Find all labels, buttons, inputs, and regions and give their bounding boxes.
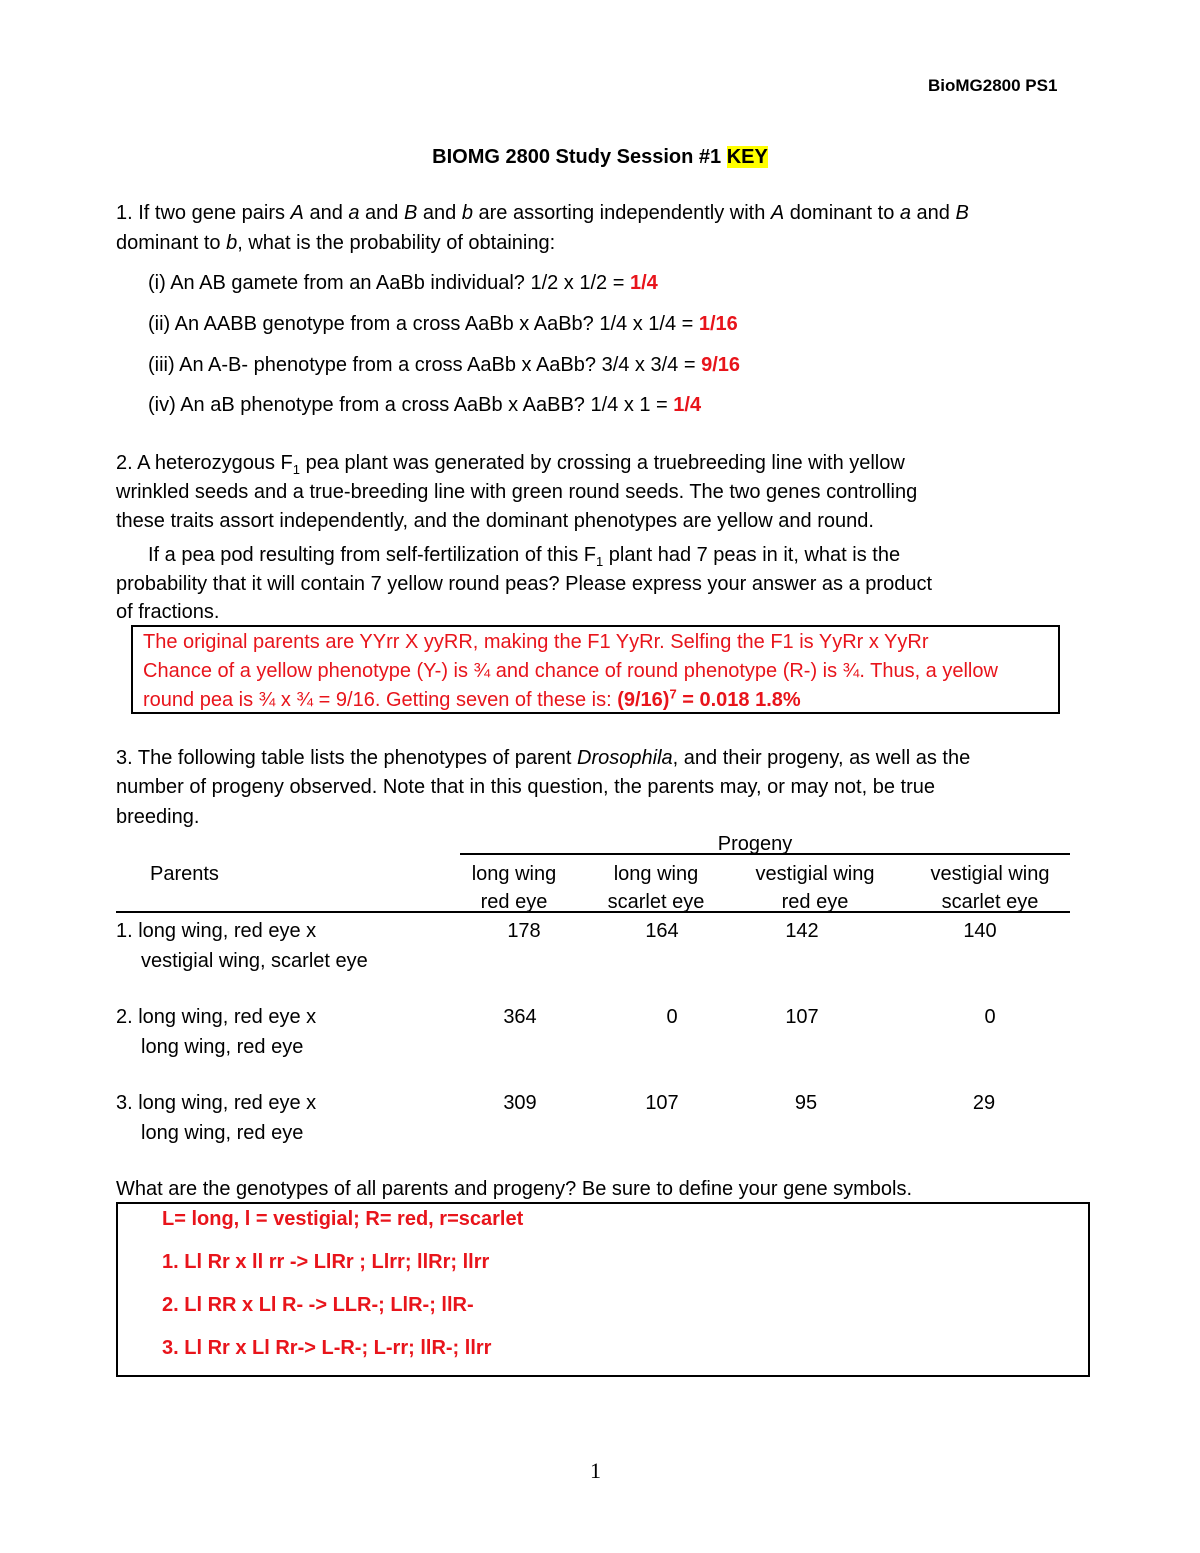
table-row3-val2: 107 <box>645 1092 679 1114</box>
q2-line1 <box>116 452 905 475</box>
table-row1-parent-line2: vestigial wing, scarlet eye <box>141 950 368 972</box>
q1-part-iv-question: (iv) An aB phenotype from a cross AaBb x AaBB? 1/4 x 1 = <box>148 394 674 416</box>
table-row3-val3: 95 <box>794 1092 818 1114</box>
table-header-rule <box>116 911 1070 913</box>
table-row2-parent-line2: long wing, red eye <box>141 1036 304 1058</box>
q2-line3: these traits assort independently, and the dominant phenotypes are yellow and round. <box>116 510 874 532</box>
q2-line4-b: plant had 7 peas in it, what is the <box>603 544 901 566</box>
table-row2-val1: 364 <box>503 1006 537 1028</box>
table-progeny-header: Progeny <box>717 833 793 855</box>
q1-part-i-answer: 1/4 <box>629 272 658 294</box>
q2-line6: of fractions. <box>116 601 220 623</box>
q1-part-iii <box>148 354 740 377</box>
q3-question: What are the genotypes of all parents and progeny? Be sure to define your gene symbols. <box>116 1178 913 1200</box>
page-number: 1 <box>590 1458 601 1483</box>
table-row3-val4: 29 <box>972 1092 996 1114</box>
q1-part-iv <box>148 394 701 417</box>
table-row3-parent-line2: long wing, red eye <box>141 1122 304 1144</box>
q3-line2: number of progeny observed. Note that in this question, the parents may, or may not, be true <box>116 776 935 798</box>
q3-answer-cross1: 1. Ll Rr x ll rr -> LlRr ; Llrr; llRr; llrr <box>162 1251 490 1273</box>
q1-intro-line1: 1. If two gene pairs A and a and B and b are assorting independently with A dominant to a and B <box>116 202 969 224</box>
q2-answer-line2: Chance of a yellow phenotype (Y-) is ¾ and chance of round phenotype (R-) is ¾. Thus, a yellow <box>143 660 998 682</box>
q2-line1-b: pea plant was generated by crossing a truebreeding line with yellow <box>300 452 905 474</box>
q2-line4-a: If a pea pod resulting from self-fertilization of this F <box>148 544 596 566</box>
q2-answer-line1: The original parents are YYrr X yyRR, making the F1 YyRr. Selfing the F1 is YyRr x YyRr <box>143 631 929 653</box>
table-row3-parent-line1: 3. long wing, red eye x <box>116 1092 317 1114</box>
q3-answer-cross2: 2. Ll RR x Ll R- -> LLR-; LlR-; llR- <box>162 1294 474 1316</box>
table-row2-parent-line1: 2. long wing, red eye x <box>116 1006 317 1028</box>
q2-line2: wrinkled seeds and a true-breeding line with green round seeds. The two genes controlling <box>116 481 918 503</box>
table-row2-val4: 0 <box>984 1006 996 1028</box>
table-col2-line2: scarlet eye <box>607 891 705 913</box>
table-row2-val3: 107 <box>785 1006 819 1028</box>
q3-answer-cross3: 3. Ll Rr x Ll Rr-> L-R-; L-rr; llR-; llrr <box>162 1337 492 1359</box>
q2-line4-sub: 1 <box>595 554 604 569</box>
table-col4-line2: scarlet eye <box>941 891 1039 913</box>
title-main: BIOMG 2800 Study Session #1 <box>432 146 722 168</box>
q3-answer-symbols: L= long, l = vestigial; R= red, r=scarlet <box>162 1208 524 1230</box>
table-col4-line1: vestigial wing <box>930 863 1050 885</box>
table-row1-val1: 178 <box>507 920 541 942</box>
table-col2-line1: long wing <box>613 863 699 885</box>
table-col3-line2: red eye <box>781 891 849 913</box>
q1-part-i-question: (i) An AB gamete from an AaBb individual? 1/2 x 1/2 = <box>148 272 630 294</box>
table-col3-line1: vestigial wing <box>755 863 875 885</box>
table-row1-val3: 142 <box>785 920 819 942</box>
q2-answer-line3-c: = 0.018 1.8% <box>676 689 801 711</box>
q1-part-ii-answer: 1/16 <box>698 313 738 335</box>
table-row1-val2: 164 <box>645 920 679 942</box>
q2-line5: probability that it will contain 7 yellow round peas? Please express your answer as a product <box>116 573 932 595</box>
table-row1-val4: 140 <box>963 920 997 942</box>
table-col1-line2: red eye <box>480 891 548 913</box>
q1-part-iii-question: (iii) An A-B- phenotype from a cross AaBb x AaBb? 3/4 x 3/4 = <box>148 354 702 376</box>
table-row2-val2: 0 <box>666 1006 678 1028</box>
q1-part-iv-answer: 1/4 <box>673 394 702 416</box>
table-parents-header: Parents <box>150 863 219 885</box>
table-row3-val1: 309 <box>503 1092 537 1114</box>
q1-part-ii <box>148 313 738 336</box>
q2-answer-line3-b: (9/16) <box>617 689 670 711</box>
q1-part-iii-answer: 9/16 <box>701 354 741 376</box>
page-title <box>0 146 1200 169</box>
q2-answer-line3-a: round pea is ¾ x ¾ = 9/16. Getting seven of these is: <box>143 689 618 711</box>
title-key-highlight: KEY <box>726 146 768 168</box>
q3-line1: 3. The following table lists the phenotypes of parent Drosophila, and their progeny, as well as the <box>116 747 971 769</box>
table-col1-line1: long wing <box>471 863 557 885</box>
q2-line1-sub: 1 <box>292 462 301 477</box>
q1-intro-line2: dominant to b, what is the probability of obtaining: <box>116 232 556 254</box>
q2-line1-a: 2. A heterozygous F <box>116 452 293 474</box>
q3-line3: breeding. <box>116 806 200 828</box>
table-row1-parent-line1: 1. long wing, red eye x <box>116 920 317 942</box>
q2-answer-line3 <box>143 686 801 712</box>
q2-answer-line3-sup: 7 <box>669 686 677 702</box>
header-course-code: BioMG2800 PS1 <box>928 76 1058 95</box>
q2-line4 <box>148 544 900 567</box>
q1-part-ii-question: (ii) An AABB genotype from a cross AaBb x AaBb? 1/4 x 1/4 = <box>148 313 699 335</box>
table-progeny-rule <box>460 853 1070 855</box>
q1-part-i <box>148 272 658 295</box>
